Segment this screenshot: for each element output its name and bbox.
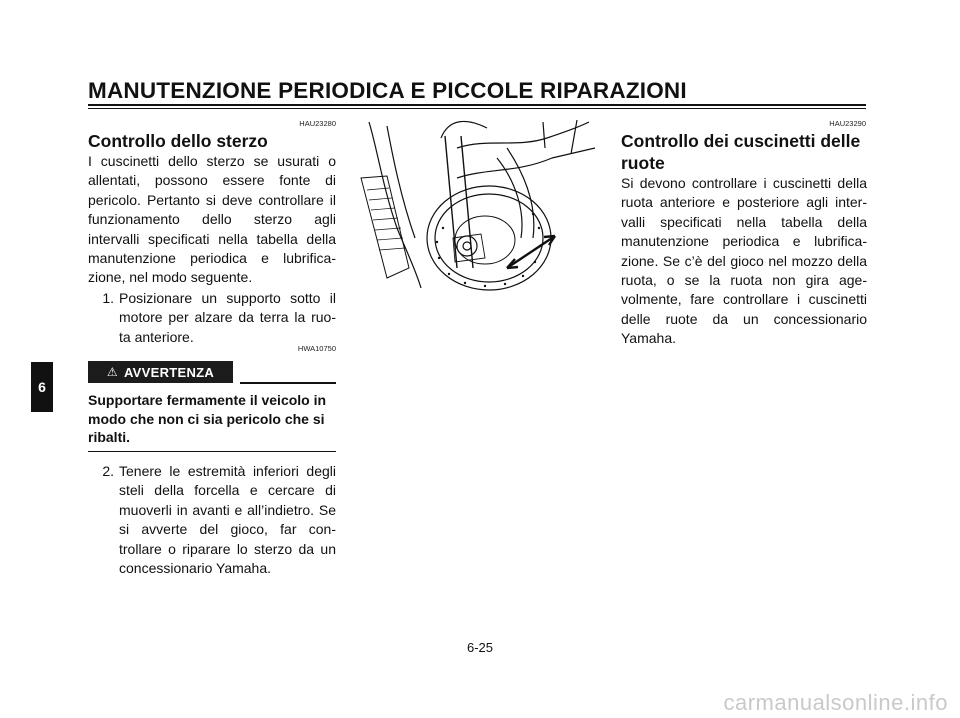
step-1 xyxy=(88,289,336,347)
fork-wheel-illustration xyxy=(357,118,601,300)
wheel-bearings-body: Si devono controllare i cuscinetti della ruota anteriore e posteriore agli inter-valli specificati nella tabella della manutenzione periodica e lubrifica-zione. Se c’è del gioco nel mozzo della ruota, o se la ruota non gira age-volmente, fare controllare i cuscinetti delle ruote da un concessionario Yamaha. xyxy=(621,175,867,347)
wheel-bearings-title-line2: ruote xyxy=(621,153,665,173)
header-rule xyxy=(88,104,866,109)
warning-triangle-icon: ⚠ xyxy=(106,365,118,380)
step-2-number: 2. xyxy=(102,463,114,480)
page-number: 6-25 xyxy=(466,640,494,655)
step-1-text: Posizionare un supporto sotto il motore per alzare da terra la ruo-ta anteriore. xyxy=(119,289,336,345)
warning-bottom-rule xyxy=(88,451,336,453)
left-column xyxy=(88,130,336,579)
step-2-text: Tenere le estremità inferiori degli steli della forcella e cercare di muoverli in avanti e all’indietro. Se si avverte del gioco, far con-trollare o riparare lo sterzo da un concessionario Yamaha. xyxy=(119,463,336,577)
warning-label: AVVERTENZA xyxy=(123,364,215,380)
step-1-number: 1. xyxy=(102,289,114,306)
step-2 xyxy=(88,462,336,578)
right-column xyxy=(621,130,867,349)
warning-header xyxy=(88,361,336,385)
warning-code: HWA10750 xyxy=(297,344,336,354)
warning-badge xyxy=(88,361,233,383)
warning-text: Supportare fermamente il veicolo in modo che non ci sia pericolo che si ribalti. xyxy=(88,392,327,446)
section-header-title: MANUTENZIONE PERIODICA E PICCOLE RIPARAZIONI xyxy=(88,78,687,103)
steering-check-title: Controllo dello sterzo xyxy=(88,131,268,151)
watermark: carmanualsonline.info xyxy=(723,690,948,715)
warning-divider xyxy=(240,382,336,384)
left-section-code: HAU23280 xyxy=(299,119,336,128)
steering-intro: I cuscinetti dello sterzo se usurati o allentati, possono essere fonte di pericolo. Pertanto si deve controllare il funzionamento dello sterzo agli intervalli specificati nella tabella della manutenzione periodica e lubrifica-zione, nel modo seguente. xyxy=(88,153,336,286)
wheel-bearings-title-line1: Controllo dei cuscinetti delle xyxy=(621,131,861,151)
right-section-code: HAU23290 xyxy=(829,119,866,128)
chapter-tab: 6 xyxy=(31,362,53,412)
